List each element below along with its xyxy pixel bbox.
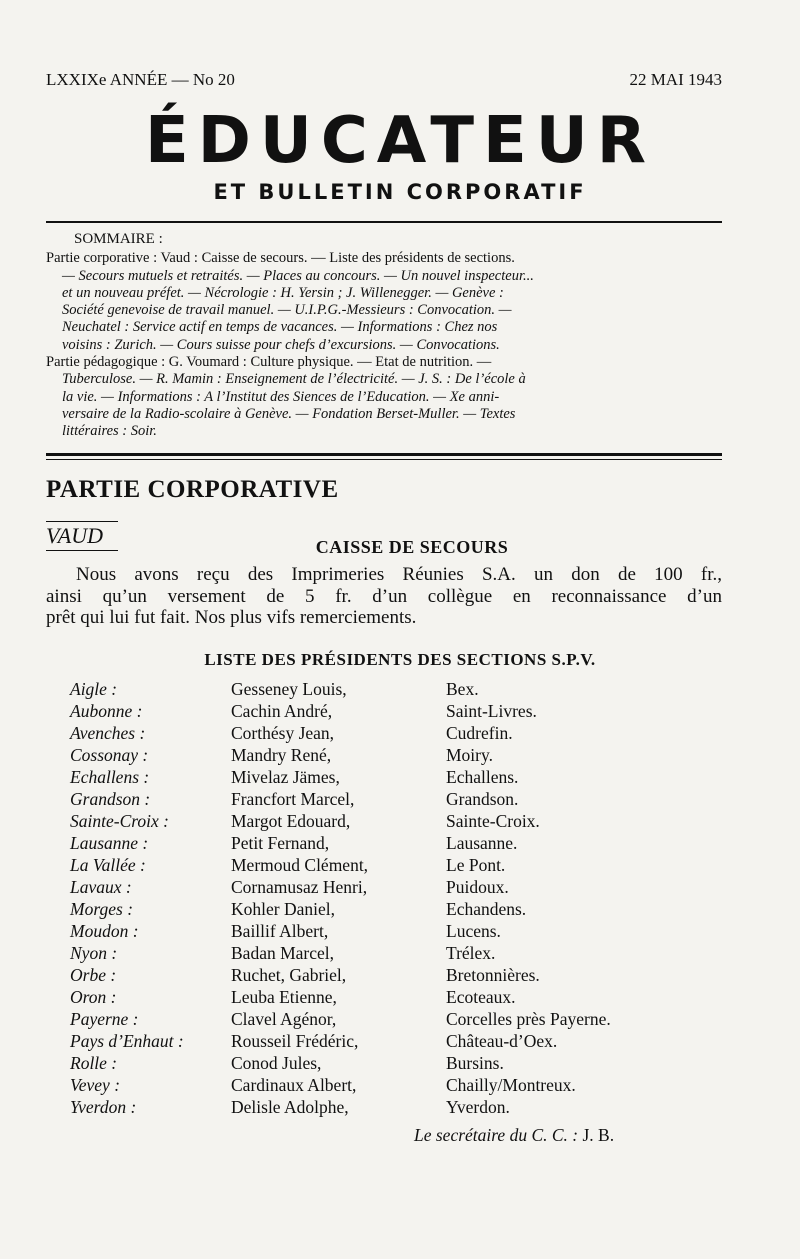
toc-line: la vie. — Informations : A l’Institut des Siences de l’Education. — Xe anni-: [62, 388, 500, 405]
president-location: Corcelles près Payerne.: [446, 1009, 611, 1029]
paragraph-line: Nous avons reçu des Imprimeries Réunies S.A. un don de 100 fr.,: [76, 564, 722, 585]
table-of-contents: [46, 231, 722, 441]
toc-line: Partie corporative : Vaud : Caisse de secours. — Liste des présidents de sections.: [46, 250, 515, 267]
president-location: Le Pont.: [446, 855, 506, 875]
list-item: [70, 1096, 710, 1118]
toc-line: Neuchatel : Service actif en temps de vacances. — Informations : Chez nos: [62, 319, 498, 336]
president-name: Mivelaz Jämes,: [231, 767, 340, 787]
section-divider: [46, 453, 722, 460]
masthead-rule: [46, 221, 722, 223]
president-location: Bretonnières.: [446, 965, 540, 985]
toc-line: versaire de la Radio-scolaire à Genève. — Fondation Berset-Muller. — Textes: [62, 405, 516, 422]
presidents-list: [70, 678, 710, 1118]
toc-line: voisins : Zurich. — Cours suisse pour chefs d’excursions. — Convocations.: [62, 336, 500, 353]
issue-number: LXXIXe ANNÉE — No 20: [46, 70, 235, 89]
section-name: Oron :: [70, 987, 117, 1007]
section-title: PARTIE CORPORATIVE: [46, 476, 339, 503]
list-item: [70, 788, 710, 810]
president-location: Trélex.: [446, 943, 496, 963]
paragraph-line: ainsi qu’un versement de 5 fr. d’un collègue en reconnaissance d’un: [46, 585, 722, 607]
list-item: [70, 876, 710, 898]
president-name: Badan Marcel,: [231, 943, 335, 963]
body-paragraph: [46, 564, 722, 629]
president-location: Yverdon.: [446, 1097, 510, 1117]
president-location: Lausanne.: [446, 833, 518, 853]
section-name: Payerne :: [70, 1009, 139, 1029]
president-name: Clavel Agénor,: [231, 1009, 337, 1029]
president-location: Chailly/Montreux.: [446, 1075, 576, 1095]
president-name: Kohler Daniel,: [231, 899, 335, 919]
list-item: [70, 1008, 710, 1030]
list-title: LISTE DES PRÉSIDENTS DES SECTIONS S.P.V.: [204, 650, 596, 669]
signature-initials: J. B.: [582, 1125, 615, 1145]
president-name: Ruchet, Gabriel,: [231, 965, 347, 985]
president-name: Petit Fernand,: [231, 833, 330, 853]
section-name: Moudon :: [70, 921, 139, 941]
president-name: Margot Edouard,: [231, 811, 351, 831]
president-location: Château-d’Oex.: [446, 1031, 558, 1051]
list-item: [70, 810, 710, 832]
section-name: Yverdon :: [70, 1097, 137, 1117]
president-name: Mandry René,: [231, 745, 332, 765]
president-name: Cachin André,: [231, 701, 333, 721]
section-name: Lavaux :: [70, 877, 132, 897]
president-location: Puidoux.: [446, 877, 509, 897]
toc-line: littéraires : Soir.: [62, 423, 157, 440]
list-item: [70, 678, 710, 700]
list-item: [70, 744, 710, 766]
list-item: [70, 898, 710, 920]
section-name: Aubonne :: [70, 701, 143, 721]
president-name: Conod Jules,: [231, 1053, 322, 1073]
section-name: Rolle :: [70, 1053, 118, 1073]
president-name: Cornamusaz Henri,: [231, 877, 368, 897]
list-item: [70, 1030, 710, 1052]
president-location: Grandson.: [446, 789, 519, 809]
president-name: Corthésy Jean,: [231, 723, 335, 743]
president-location: Echallens.: [446, 767, 519, 787]
section-name: Vevey :: [70, 1075, 121, 1095]
toc-line: et un nouveau préfet. — Nécrologie : H. Yersin ; J. Willenegger. — Genève :: [62, 284, 504, 301]
section-name: Cossonay :: [70, 745, 149, 765]
list-item: [70, 722, 710, 744]
list-item: [70, 942, 710, 964]
president-name: Francfort Marcel,: [231, 789, 355, 809]
president-location: Ecoteaux.: [446, 987, 516, 1007]
president-name: Mermoud Clément,: [231, 855, 369, 875]
toc-corporative: [46, 250, 722, 354]
president-name: Gesseney Louis,: [231, 679, 347, 699]
toc-line: — Secours mutuels et retraités. — Places au concours. — Un nouvel inspecteur...: [62, 267, 534, 284]
subheading: CAISSE DE SECOURS: [315, 537, 509, 557]
section-name: Aigle :: [70, 679, 118, 699]
president-location: Moiry.: [446, 745, 493, 765]
president-location: Saint-Livres.: [446, 701, 537, 721]
section-name: La Vallée :: [70, 855, 146, 875]
section-name: Orbe :: [70, 965, 117, 985]
issue-date: 22 MAI 1943: [629, 70, 722, 89]
president-location: Bursins.: [446, 1053, 504, 1073]
section-name: Pays d’Enhaut :: [70, 1031, 184, 1051]
list-item: [70, 1052, 710, 1074]
section-name: Morges :: [70, 899, 134, 919]
list-item: [70, 832, 710, 854]
list-item: [70, 1074, 710, 1096]
president-location: Echandens.: [446, 899, 527, 919]
section-name: Grandson :: [70, 789, 151, 809]
president-location: Lucens.: [446, 921, 501, 941]
president-name: Delisle Adolphe,: [231, 1097, 349, 1117]
president-name: Cardinaux Albert,: [231, 1075, 357, 1095]
president-location: Cudrefin.: [446, 723, 513, 743]
section-name: Lausanne :: [70, 833, 149, 853]
masthead-subtitle: ET BULLETIN CORPORATIF: [213, 180, 587, 204]
list-item: [70, 964, 710, 986]
president-location: Bex.: [446, 679, 479, 699]
president-location: Sainte-Croix.: [446, 811, 540, 831]
toc-line: Partie pédagogique : G. Voumard : Culture physique. — Etat de nutrition. —: [46, 354, 492, 371]
list-item: [70, 854, 710, 876]
canton-rule-top: [46, 521, 118, 522]
toc-line: Société genevoise de travail manuel. — U.I.P.G.-Messieurs : Convocation. —: [62, 302, 512, 319]
canton-heading: VAUD: [46, 523, 104, 548]
president-name: Baillif Albert,: [231, 921, 329, 941]
toc-line: Tuberculose. — R. Mamin : Enseignement de l’électricité. — J. S. : De l’école à: [62, 371, 526, 388]
list-item: [70, 920, 710, 942]
president-name: Leuba Etienne,: [231, 987, 337, 1007]
list-item: [70, 986, 710, 1008]
list-item: [70, 766, 710, 788]
toc-pedagogique: [46, 354, 722, 440]
paragraph-line: prêt qui lui fut fait. Nos plus vifs remerciements.: [46, 607, 417, 628]
toc-heading: SOMMAIRE :: [74, 231, 163, 247]
section-name: Sainte-Croix :: [70, 811, 169, 831]
section-name: Nyon :: [70, 943, 118, 963]
section-name: Echallens :: [70, 767, 150, 787]
signature: [414, 1125, 614, 1146]
section-name: Avenches :: [70, 723, 146, 743]
president-name: Rousseil Frédéric,: [231, 1031, 359, 1051]
masthead-title: ÉDUCATEUR: [145, 104, 655, 178]
signature-role: Le secrétaire du C. C. :: [414, 1125, 579, 1145]
list-item: [70, 700, 710, 722]
